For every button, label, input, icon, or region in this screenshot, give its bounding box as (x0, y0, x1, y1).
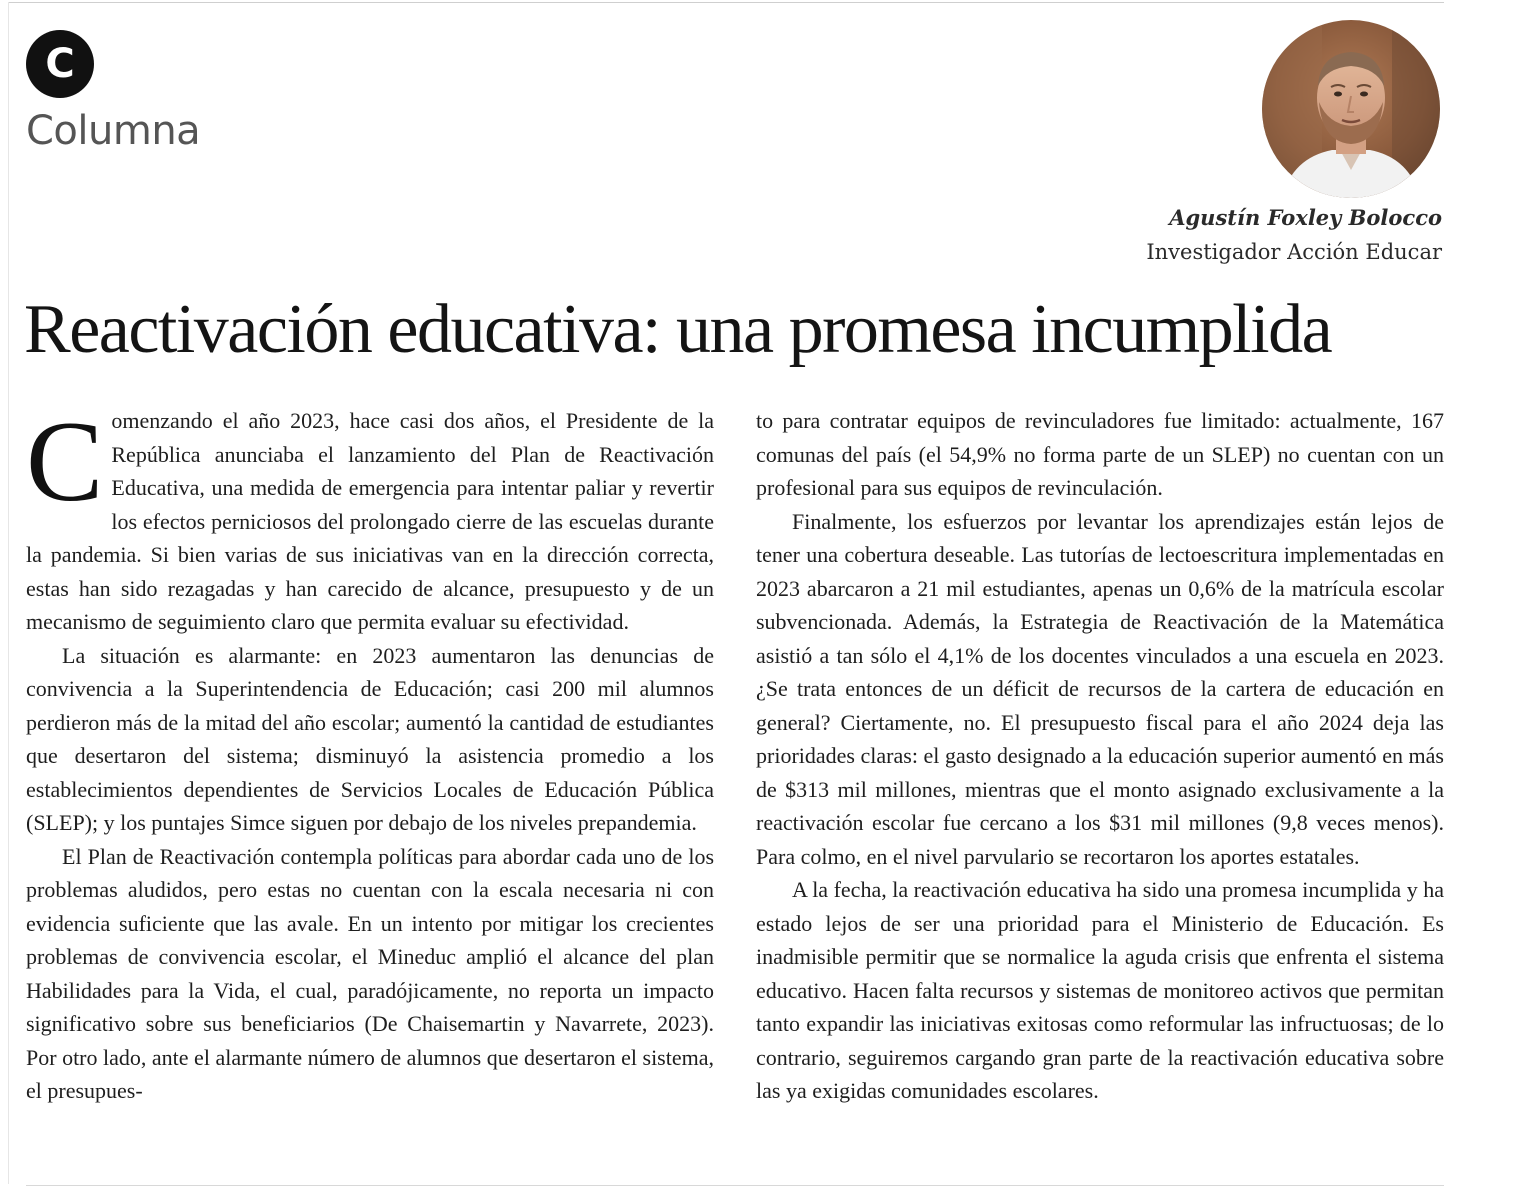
left-rule (8, 2, 9, 1184)
article-paragraph-2: La situación es alarmante: en 2023 aumentaron las denuncias de convivencia a la Superintendencia de Educación; casi 200 mil alumnos perdieron más de la mitad del año escolar; aumentó la cantidad de estudiantes que desertaron del sistema; disminuyó la asistencia promedio a los establecimientos dependientes de Servicios Locales de Educación Pública (SLEP); y los puntajes Simce siguen por debajo de los niveles prepandemia. (26, 642, 714, 835)
section-label: Columna (26, 108, 201, 154)
section-badge (26, 30, 94, 98)
article-paragraph-3: El Plan de Reactivación contempla políticas para abordar cada uno de los problemas aludidos, pero estas no cuentan con la escala necesaria ni con evidencia suficiente que las avale. En un intento por mitigar los crecientes problemas de convivencia escolar, el Mineduc amplió el alcance del plan Habilidades para la Vida, el cual, paradójicamente, no reporta un impacto significativo sobre sus beneficiarios (De Chaisemartin y Navarrete, 2023). Por otro lado, ante el alarmante número de alumnos que desertaron el sistema, el presupues- (26, 843, 714, 1103)
article-column-left (26, 398, 714, 1108)
author-role: Investigador Acción Educar (1146, 240, 1442, 264)
headline: Reactivación educativa: una promesa incumplida (24, 291, 1332, 368)
bottom-rule (26, 1185, 1444, 1186)
author-portrait-image (1262, 20, 1440, 198)
article-column-right (756, 404, 1444, 1108)
drop-cap: C (26, 398, 104, 526)
article-paragraph-4: Finalmente, los esfuerzos por levantar los aprendizajes están lejos de tener una cobertura deseable. Las tutorías de lectoescritura implementadas en 2023 abarcaron a 21 mil estudiantes, apenas un 0,6% de la matrícula escolar subvencionada. Además, la Estrategia de Reactivación de la Matemática asistió a tan sólo el 4,1% de los docentes vinculados a una escuela en 2023. ¿Se trata entonces de un déficit de recursos de la cartera de educación en general? Ciertamente, no. El presupuesto fiscal para el año 2024 deja las prioridades claras: el gasto designado a la educación superior aumentó en más de $313 mil millones, mientras que el monto asignado exclusivamente a la reactivación escolar fue cercano a los $31 mil millones (9,8 veces menos). Para colmo, en el nivel parvulario se recortaron los aportes estatales. (756, 508, 1444, 869)
paragraph-1-text: omenzando el año 2023, hace casi dos años, el Presidente de la República anunciaba el lanzamiento del Plan de Reactivación Educativa, una medida de emergencia para intentar paliar y revertir los efectos perniciosos del prolongado cierre de las escuelas durante la pandemia. Si bien varias de sus iniciativas van en la dirección correcta, estas han sido rezagadas y han carecido de alcance, presupuesto y de un mecanismo de seguimiento claro que permita evaluar su efectividad. (26, 408, 714, 634)
author-photo (1262, 20, 1440, 198)
top-rule (8, 2, 1444, 3)
article-paragraph-1 (26, 398, 714, 639)
article-paragraph-3-continued: to para contratar equipos de revinculadores fue limitado: actualmente, 167 comunas del país (el 54,9% no forma parte de un SLEP) no cuentan con un profesional para sus equipos de revinculación. (756, 408, 1444, 500)
article-paragraph-5: A la fecha, la reactivación educativa ha sido una promesa incumplida y ha estado lejos de ser una prioridad para el Ministerio de Educación. Es inadmisible permitir que se normalice la aguda crisis que enfrenta el sistema educativo. Hacen falta recursos y sistemas de monitoreo activos que permitan tanto expandir las iniciativas exitosas como reformular las infructuosas; de lo contrario, seguiremos cargando gran parte de la reactivación educativa sobre las ya exigidas comunidades escolares. (756, 877, 1444, 1103)
author-name: Agustín Foxley Bolocco (1169, 205, 1442, 230)
section-badge-letter: C (45, 41, 75, 87)
